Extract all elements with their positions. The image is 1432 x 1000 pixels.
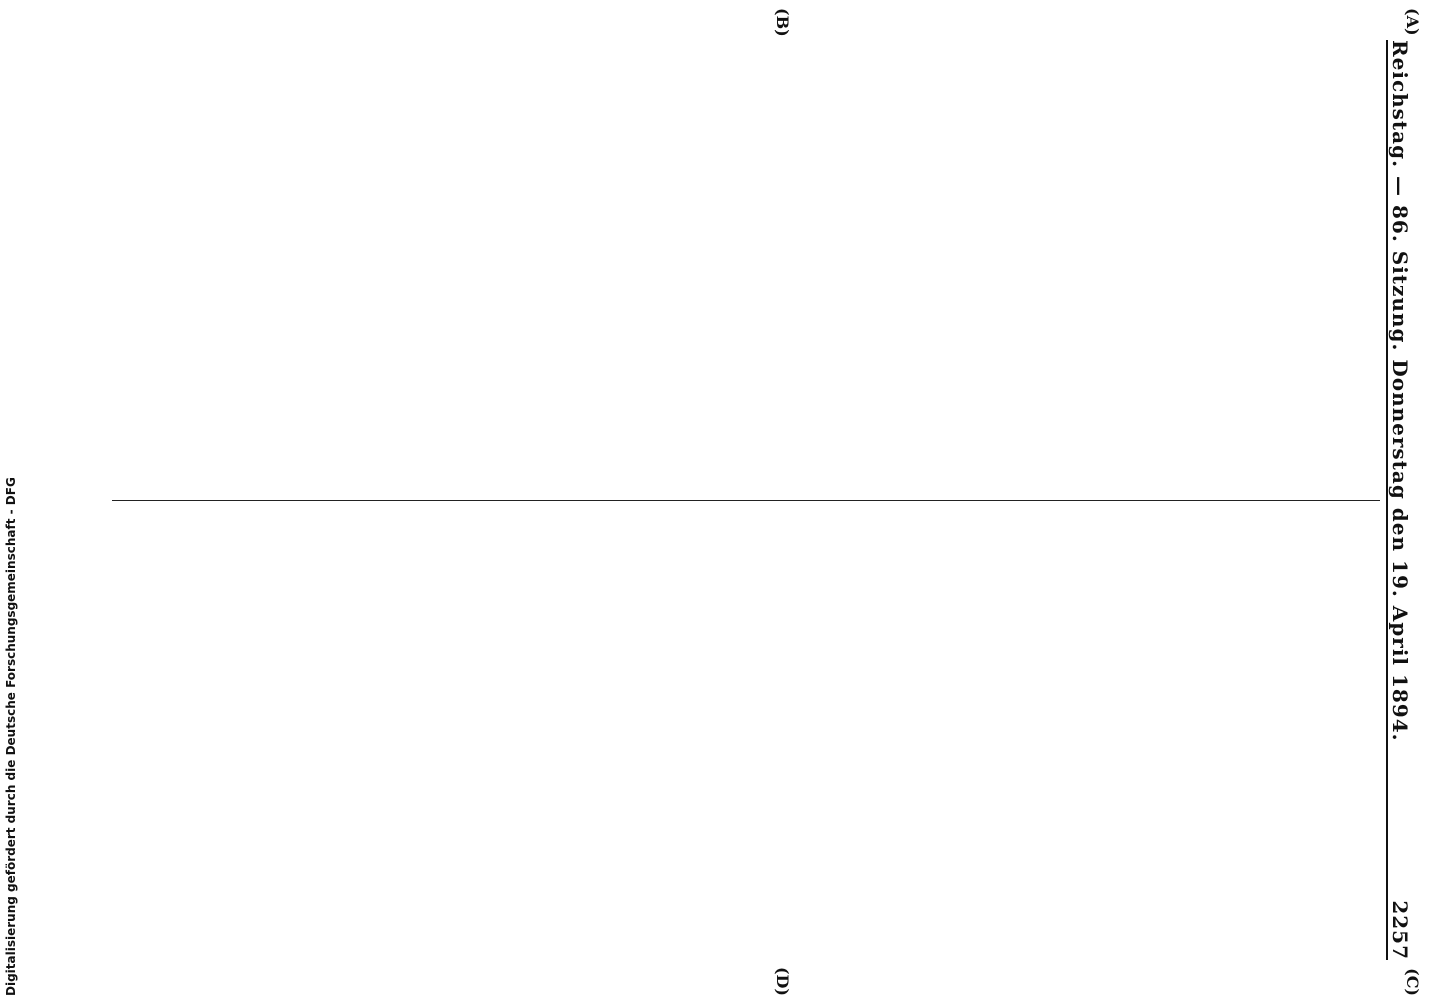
page-number: 2257: [1388, 900, 1412, 960]
column-divider: [112, 500, 1380, 501]
footer-credit: Digitalisierung gefördert durch die Deutsche Forschungsgemeinschaft - DFG: [4, 477, 18, 996]
left-column: [112, 40, 1380, 495]
margin-letter-c: (C): [1403, 968, 1422, 996]
right-column: [112, 505, 1380, 960]
page-header: [1386, 40, 1424, 960]
margin-letter-b: (B): [773, 8, 792, 37]
margin-letter-d: (D): [773, 966, 792, 996]
footer: [0, 0, 24, 1000]
rotated-page: [96, 0, 1432, 1000]
margin-letter-a: (A): [1403, 8, 1422, 36]
page-title: Reichstag. — 86. Sitzung. Donnerstag den 19. April 1894.: [1388, 40, 1412, 742]
